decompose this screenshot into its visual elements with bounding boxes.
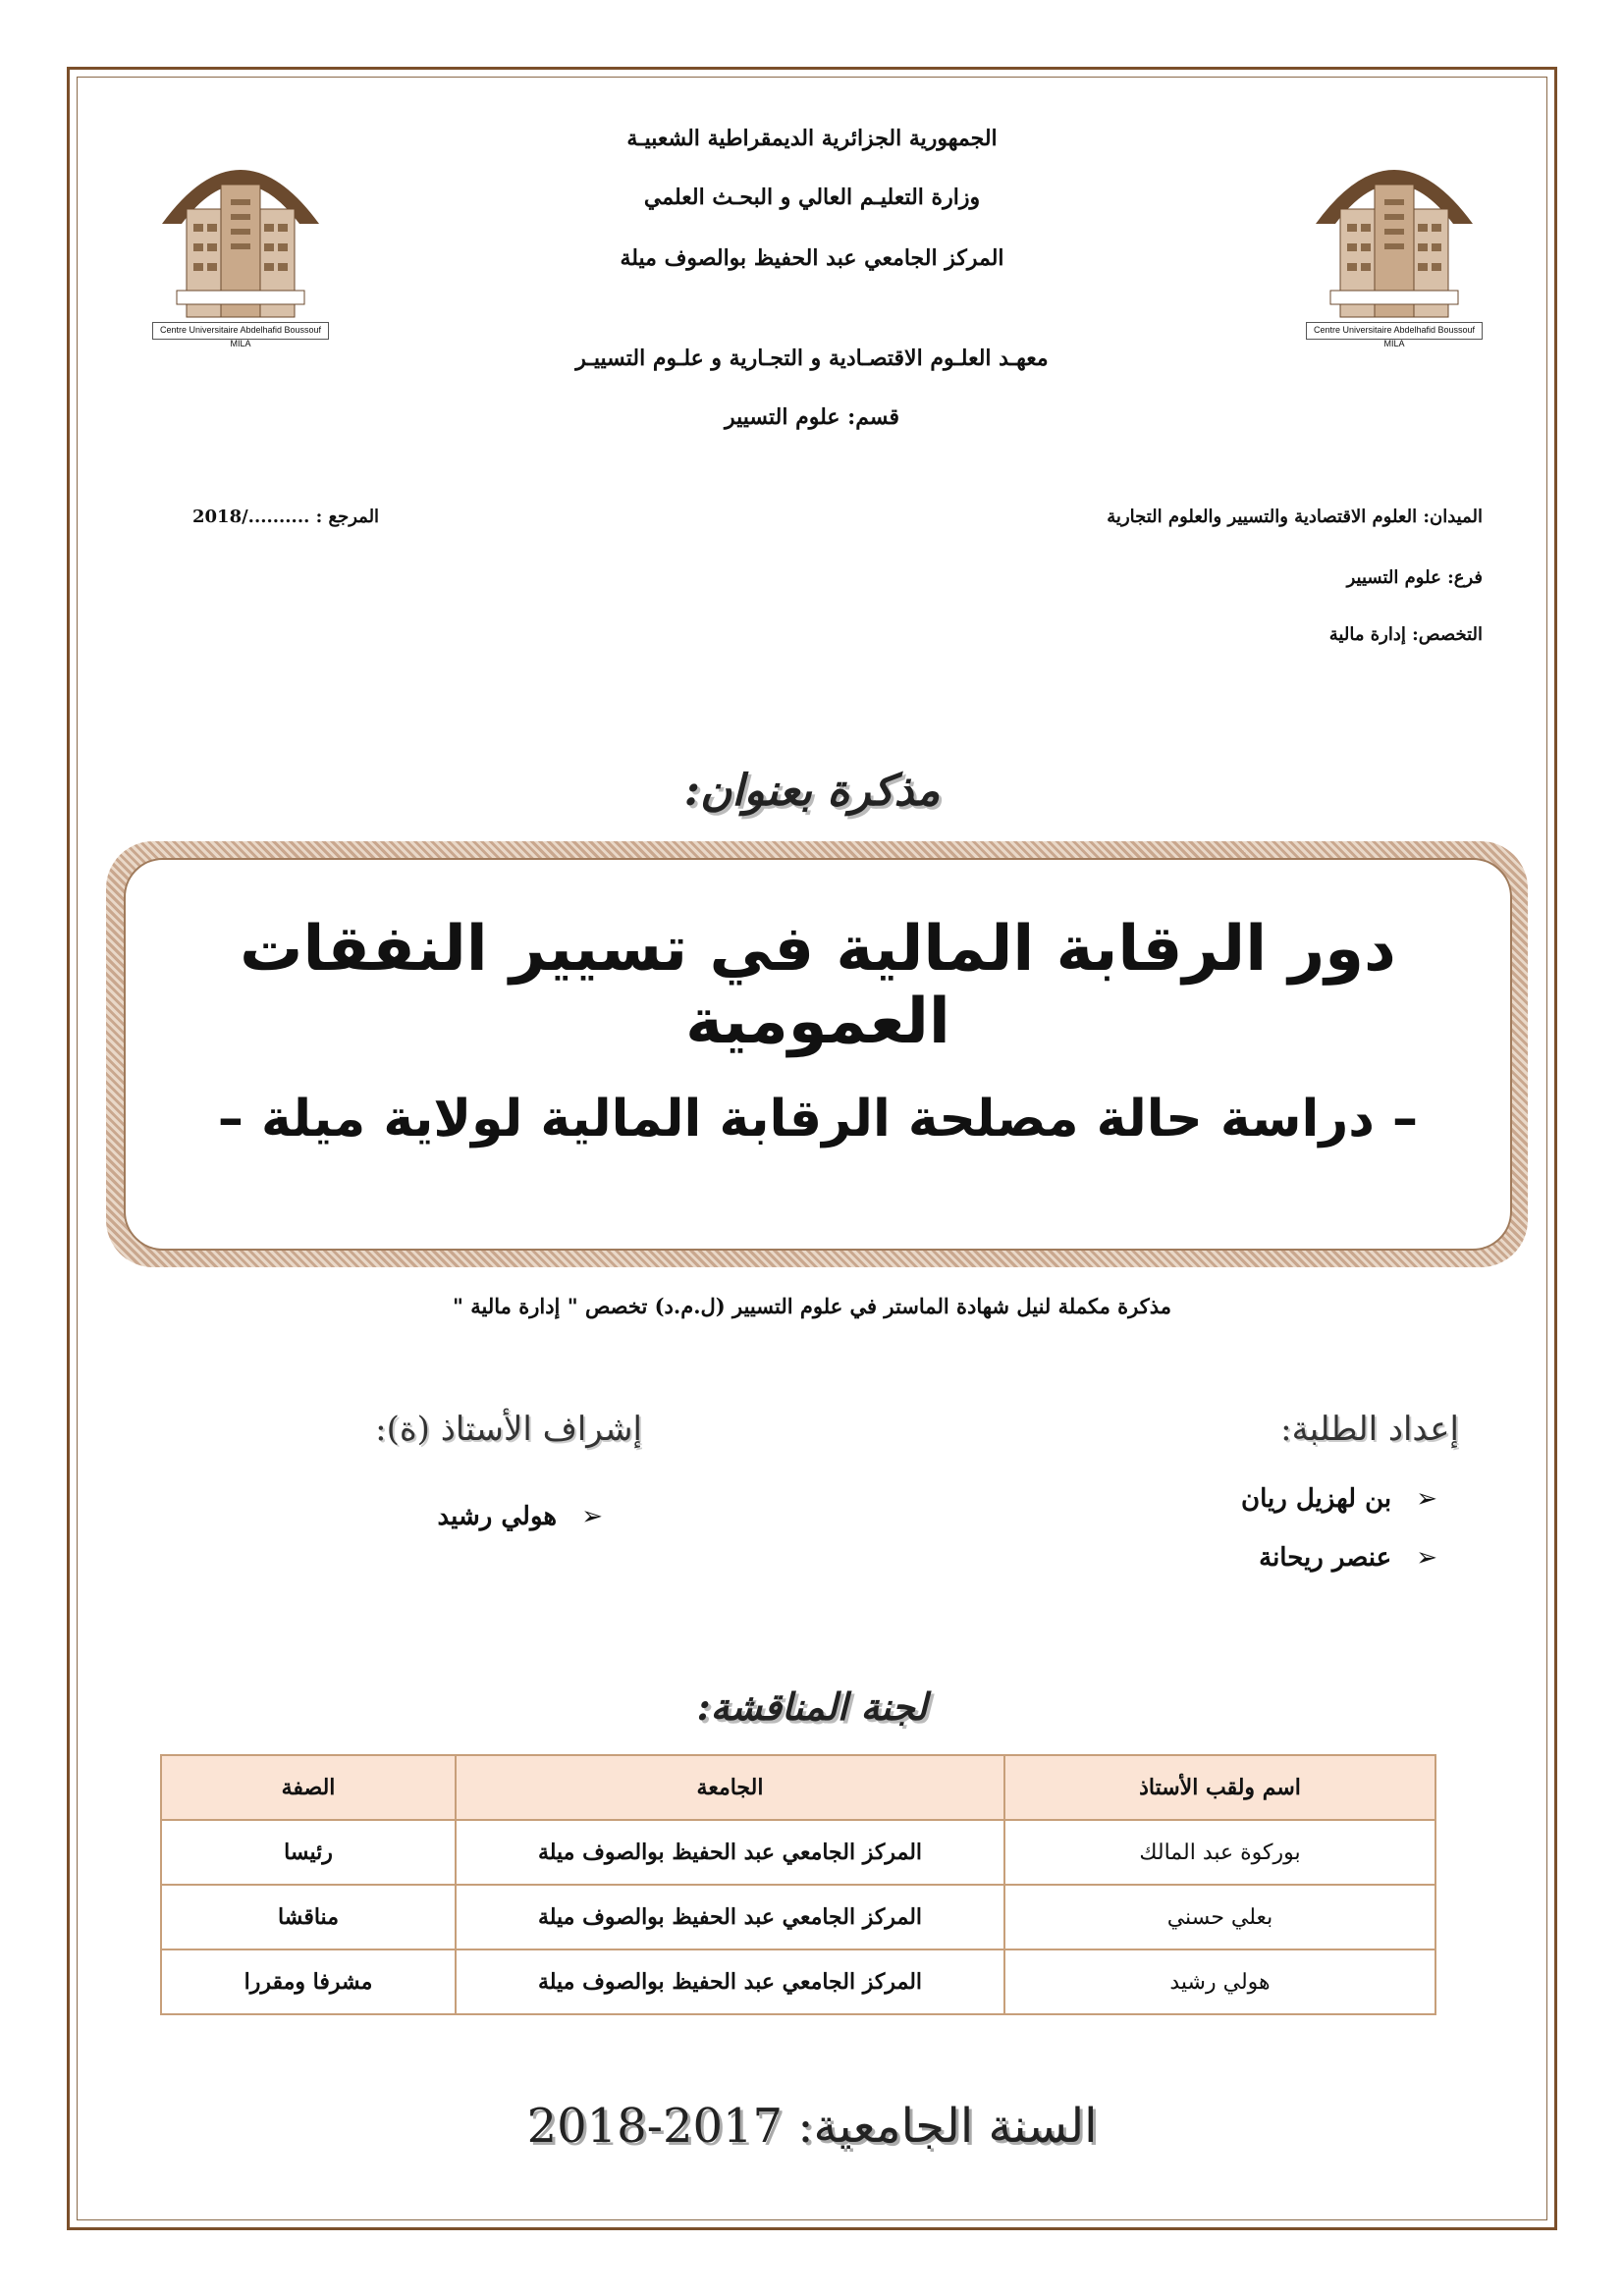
column-header-university: الجامعة: [456, 1755, 1004, 1820]
university-logo-left: [152, 116, 329, 348]
thesis-subtitle: – دراسة حالة مصلحة الرقابة المالية لولاية ميلة –: [217, 1090, 1419, 1148]
student-name: بن لهزيل ريان: [1240, 1484, 1392, 1514]
member-name: بعلي حسني: [1004, 1885, 1435, 1949]
member-university: المركز الجامعي عبد الحفيظ بوالصوف ميلة: [456, 1949, 1004, 2014]
field-info: الميدان: العلوم الاقتصادية والتسيير والعلوم التجارية: [1107, 507, 1483, 527]
department-line: قسم: علوم التسيير: [724, 404, 900, 430]
university-logo-right: [1306, 116, 1483, 348]
republic-line: الجمهورية الجزائرية الديمقراطية الشعبيـة: [626, 126, 998, 151]
member-role: مشرفا ومقررا: [161, 1949, 456, 2014]
member-role: رئيسا: [161, 1820, 456, 1885]
member-name: هولي رشيد: [1004, 1949, 1435, 2014]
arrow-bullet-icon: ➢: [1416, 1484, 1437, 1514]
supervisor-item: [437, 1502, 603, 1531]
committee-label: لجنة المناقشة:: [696, 1684, 928, 1729]
supervisor-label: إشراف الأستاذ (ة):: [375, 1410, 642, 1449]
member-role: مناقشا: [161, 1885, 456, 1949]
member-university: المركز الجامعي عبد الحفيظ بوالصوف ميلة: [456, 1885, 1004, 1949]
table-row: [161, 1820, 1435, 1885]
logo-caption: Centre Universitaire Abdelhafid Boussouf MILA: [1306, 322, 1483, 340]
academic-year: السنة الجامعية: 2017-2018: [526, 2099, 1098, 2154]
table-row: [161, 1885, 1435, 1949]
logo-caption: Centre Universitaire Abdelhafid Boussouf MILA: [152, 322, 329, 340]
university-building-icon: [152, 116, 329, 340]
thesis-title: دور الرقابة المالية في تسيير النفقات العمومية: [240, 913, 1396, 1058]
supervisor-name: هولي رشيد: [437, 1502, 558, 1531]
specialty-info: التخصص: إدارة مالية: [1328, 624, 1483, 645]
column-header-name: اسم ولقب الأستاذ: [1004, 1755, 1435, 1820]
student-name: عنصر ريحانة: [1259, 1543, 1392, 1573]
table-row: [161, 1949, 1435, 2014]
student-item: [1259, 1543, 1437, 1573]
table-header-row: [161, 1755, 1435, 1820]
memo-label: مذكرة بعنوان:: [683, 766, 941, 816]
member-name: بوركوة عبد المالك: [1004, 1820, 1435, 1885]
reference-info: المرجع : ........../2018: [192, 507, 380, 527]
university-building-icon: [1306, 116, 1483, 340]
arrow-bullet-icon: ➢: [581, 1502, 603, 1531]
degree-note: مذكرة مكملة لنيل شهادة الماستر في علوم التسيير (ل.م.د) تخصص " إدارة مالية ": [453, 1294, 1171, 1318]
ministry-line: وزارة التعليـم العالي و البحـث العلمي: [643, 185, 981, 210]
institute-line: معهـد العلـوم الاقتصـادية و التجـارية و علـوم التسييـر: [575, 346, 1049, 371]
arrow-bullet-icon: ➢: [1416, 1543, 1437, 1573]
student-item: [1241, 1484, 1437, 1514]
branch-info: فرع: علوم التسيير: [1346, 567, 1483, 588]
member-university: المركز الجامعي عبد الحفيظ بوالصوف ميلة: [456, 1820, 1004, 1885]
students-label: إعداد الطلبة:: [1280, 1410, 1459, 1449]
column-header-role: الصفة: [161, 1755, 456, 1820]
committee-table: [160, 1754, 1436, 2015]
university-line: المركز الجامعي عبد الحفيظ بوالصوف ميلة: [620, 245, 1004, 271]
